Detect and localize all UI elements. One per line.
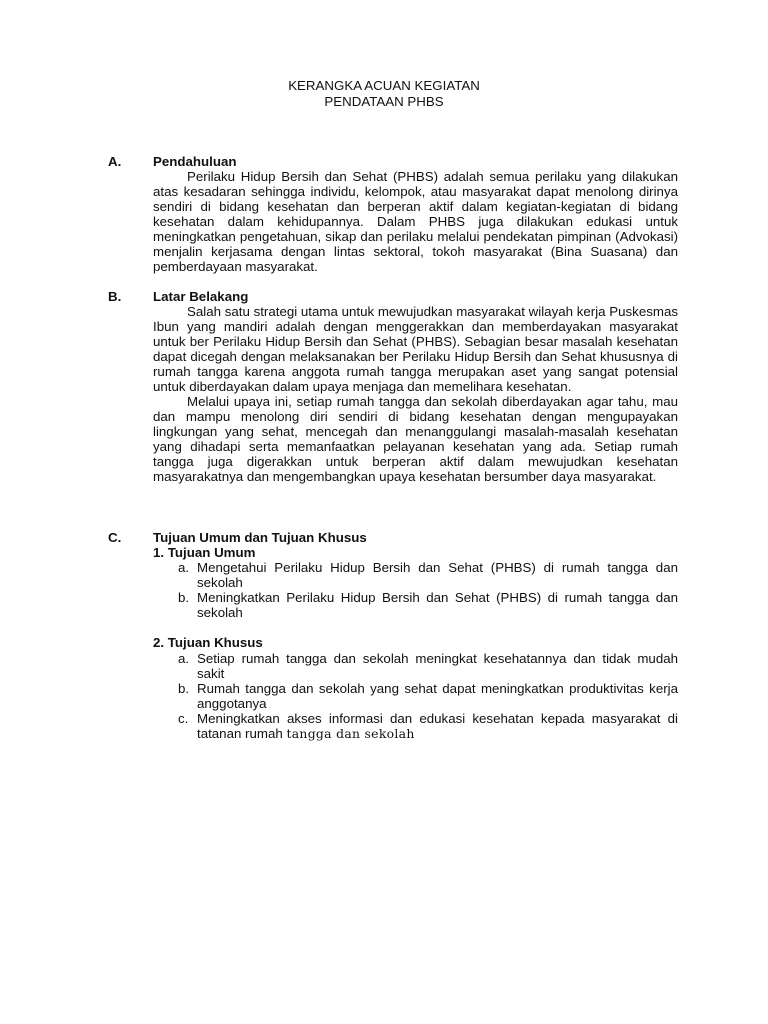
tujuan-khusus-item [178,681,678,711]
tujuan-umum-item [178,590,678,620]
item-text: Rumah tangga dan sekolah yang sehat dapat meningkatkan produktivitas kerja anggotanya [197,681,678,711]
tujuan-khusus-item [178,651,678,681]
tujuan-khusus-item [178,711,678,741]
item-text: Setiap rumah tangga dan sekolah meningkat kesehatannya dan tidak mudah sakit [197,651,678,681]
item-text: Meningkatkan Perilaku Hidup Bersih dan Sehat (PHBS) di rumah tangga dan sekolah [197,590,678,620]
item-label: b. [178,681,190,696]
document-subtitle: PENDATAAN PHBS [324,94,444,109]
tujuan-khusus-heading: 2. Tujuan Khusus [153,635,263,650]
item-text-serif-fragment: tangga dan sekolah [286,726,415,741]
section-b-body [153,304,678,484]
section-c-letter: C. [108,530,122,545]
section-c-heading: Tujuan Umum dan Tujuan Khusus [153,530,367,545]
item-text-main: Meningkatkan akses informasi dan edukasi kesehatan kepada masyarakat di tatanan rumah [197,711,678,741]
section-a-letter: A. [108,154,122,169]
item-text: Mengetahui Perilaku Hidup Bersih dan Sehat (PHBS) di rumah tangga dan sekolah [197,560,678,590]
item-label: b. [178,590,190,605]
section-a-body [153,169,678,274]
tujuan-umum-heading: 1. Tujuan Umum [153,545,256,560]
item-label: a. [178,560,190,575]
item-label: a. [178,651,190,666]
item-text [197,711,678,741]
section-b-paragraph-2: Melalui upaya ini, setiap rumah tangga dan sekolah diberdayakan agar tahu, mau dan mampu menolong diri sendiri di bidang kesehatan dengan mengupayakan lingkungan yang sehat, mencegah dan menanggulangi masalah-masalah kesehatan yang dihadapi serta memanfaatkan pelayanan kesehatan yang ada. Setiap rumah tangga juga digerakkan untuk berperan aktif dalam mewujudkan kesehatan masyarakatnya dan mengembangkan upaya kesehatan bersumber daya masyarakat. [153,394,678,484]
section-b-letter: B. [108,289,122,304]
document-title: KERANGKA ACUAN KEGIATAN [288,78,480,93]
tujuan-umum-item [178,560,678,590]
section-b-paragraph-1: Salah satu strategi utama untuk mewujudkan masyarakat wilayah kerja Puskesmas Ibun yang mandiri adalah dengan menggerakkan dan memberdayakan masyarakat untuk ber Perilaku Hidup Bersih dan Sehat (PHBS). Sebagian besar masalah kesehatan dapat dicegah dengan melaksanakan ber Perilaku Hidup Bersih dan Sehat khususnya di rumah tangga karena anggota rumah tangga merupakan aset yang sangat potensial untuk diberdayakan dalam upaya menjaga dan memelihara kesehatan. [153,304,678,394]
section-b-heading: Latar Belakang [153,289,249,304]
section-a-heading: Pendahuluan [153,154,237,169]
item-label: c. [178,711,189,726]
section-a-paragraph: Perilaku Hidup Bersih dan Sehat (PHBS) adalah semua perilaku yang dilakukan atas kesadaran sehingga individu, kelompok, atau masyarakat dapat menolong dirinya sendiri di bidang kesehatan dan berperan aktif dalam kegiatan-kegiatan di bidang kesehatan dalam kehidupannya. Dalam PHBS juga dilakukan edukasi untuk meningkatkan pengetahuan, sikap dan perilaku melalui pendekatan pimpinan (Advokasi) menjalin kerjasama dengan lintas sektoral, tokoh masyarakat (Bina Suasana) dan pemberdayaan masyarakat. [153,169,678,274]
